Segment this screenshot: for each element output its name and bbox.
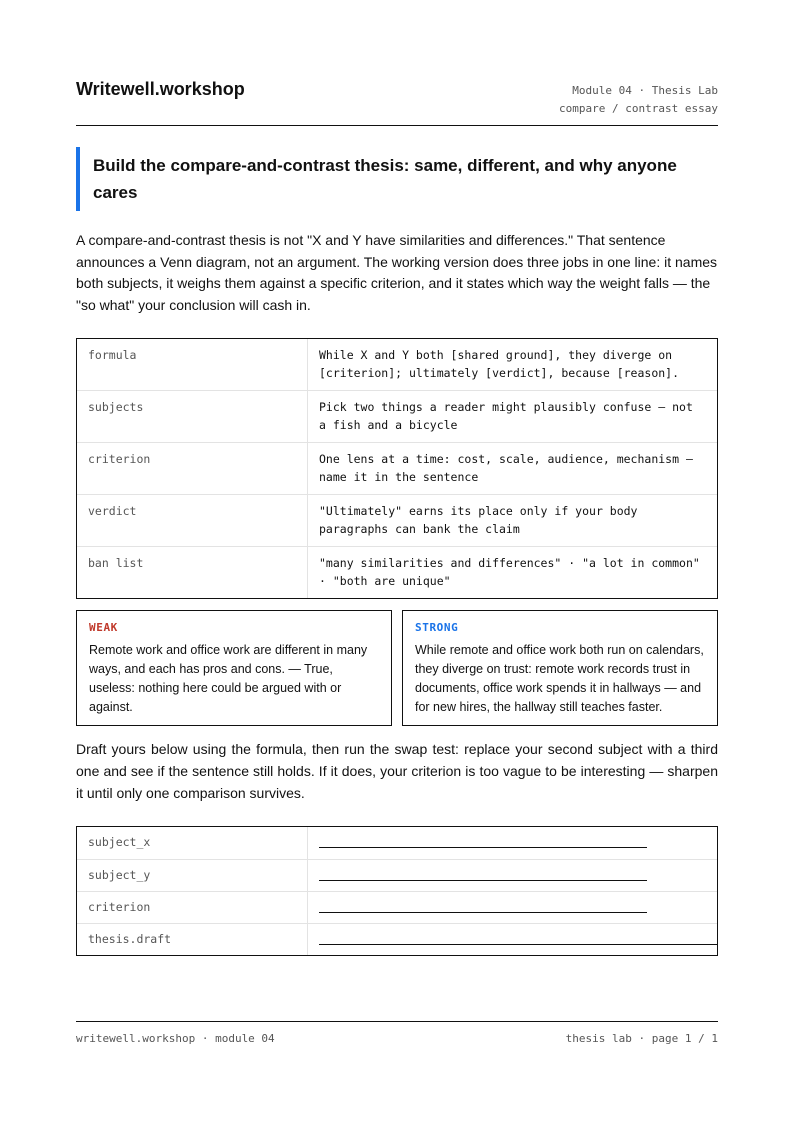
weak-example-card	[76, 610, 392, 726]
row-value: While X and Y both [shared ground], they diverge on [criterion]; ultimately [verdict], because [reason].	[319, 348, 680, 380]
subject-y-input[interactable]	[308, 860, 717, 891]
thesis-reference-table	[76, 338, 718, 599]
lesson-title: Build the compare-and-contrast thesis: same, different, and why anyone cares	[93, 156, 677, 202]
row-value: One lens at a time: cost, scale, audience, mechanism — name it in the sentence	[319, 452, 693, 484]
row-key: criterion	[77, 443, 308, 494]
fill-in-line	[319, 944, 717, 945]
draft-field-label: subject_x	[77, 827, 308, 859]
module-label: Module 04 · Thesis Lab	[572, 84, 718, 97]
weak-tag: WEAK	[89, 621, 118, 634]
row-value: "Ultimately" earns its place only if your body paragraphs can bank the claim	[319, 504, 638, 536]
brand-logo: Writewell.workshop	[76, 79, 245, 99]
worksheet-page	[76, 0, 718, 1123]
subject-x-input[interactable]	[308, 827, 717, 859]
table-row	[77, 546, 717, 598]
table-row	[77, 339, 717, 390]
page-header	[76, 79, 718, 126]
lesson-callout	[76, 147, 718, 211]
row-key: ban list	[77, 547, 308, 598]
row-key: verdict	[77, 495, 308, 546]
intro-paragraph: A compare-and-contrast thesis is not "X and Y have similarities and differences." That sentence announces a Venn diagram, not an argument. The working version does three jobs in one line: it names both subjects, it weighs them against a specific criterion, and it states which way the weight falls — the "so what" your conclusion will cash in.	[76, 232, 718, 314]
instructions-paragraph: Draft yours below using the formula, then run the swap test: replace your second subject with a third one and see if the sentence still holds. If it does, your criterion is too vague to be interesting — sharpen it until only one comparison survives.	[76, 741, 718, 801]
row-key: formula	[77, 339, 308, 390]
example-cards	[76, 610, 718, 726]
strong-example-card	[402, 610, 718, 726]
weak-example-text: Remote work and office work are different in many ways, and each has pros and cons. — True, useless: nothing here could be argued with or against.	[89, 643, 368, 714]
fill-in-line	[319, 912, 647, 913]
draft-field-label: thesis.draft	[77, 924, 308, 955]
table-row	[77, 494, 717, 546]
module-meta	[559, 82, 718, 118]
draft-field-label: subject_y	[77, 860, 308, 891]
page-footer	[76, 1021, 718, 1045]
thesis-draft-input[interactable]	[308, 924, 717, 955]
row-key: subjects	[77, 391, 308, 442]
strong-example-text: While remote and office work both run on calendars, they diverge on trust: remote work records trust in documents, office work spends it in hallways — and for new hires, the hallway still teaches faster.	[415, 643, 704, 714]
fill-in-line	[319, 847, 647, 848]
table-row	[77, 442, 717, 494]
footer-brand: writewell.workshop · module 04	[76, 1032, 275, 1045]
draft-row	[77, 923, 717, 955]
draft-row	[77, 827, 717, 859]
row-value: "many similarities and differences" · "a lot in common" · "both are unique"	[319, 556, 700, 588]
draft-field-label: criterion	[77, 892, 308, 923]
draft-row	[77, 859, 717, 891]
essay-type-label: compare / contrast essay	[559, 102, 718, 115]
draft-row	[77, 891, 717, 923]
table-row	[77, 390, 717, 442]
criterion-input[interactable]	[308, 892, 717, 923]
draft-table	[76, 826, 718, 956]
fill-in-line	[319, 880, 647, 881]
strong-tag: STRONG	[415, 621, 459, 634]
page-number: thesis lab · page 1 / 1	[565, 1032, 718, 1045]
row-value: Pick two things a reader might plausibly confuse — not a fish and a bicycle	[319, 400, 693, 432]
